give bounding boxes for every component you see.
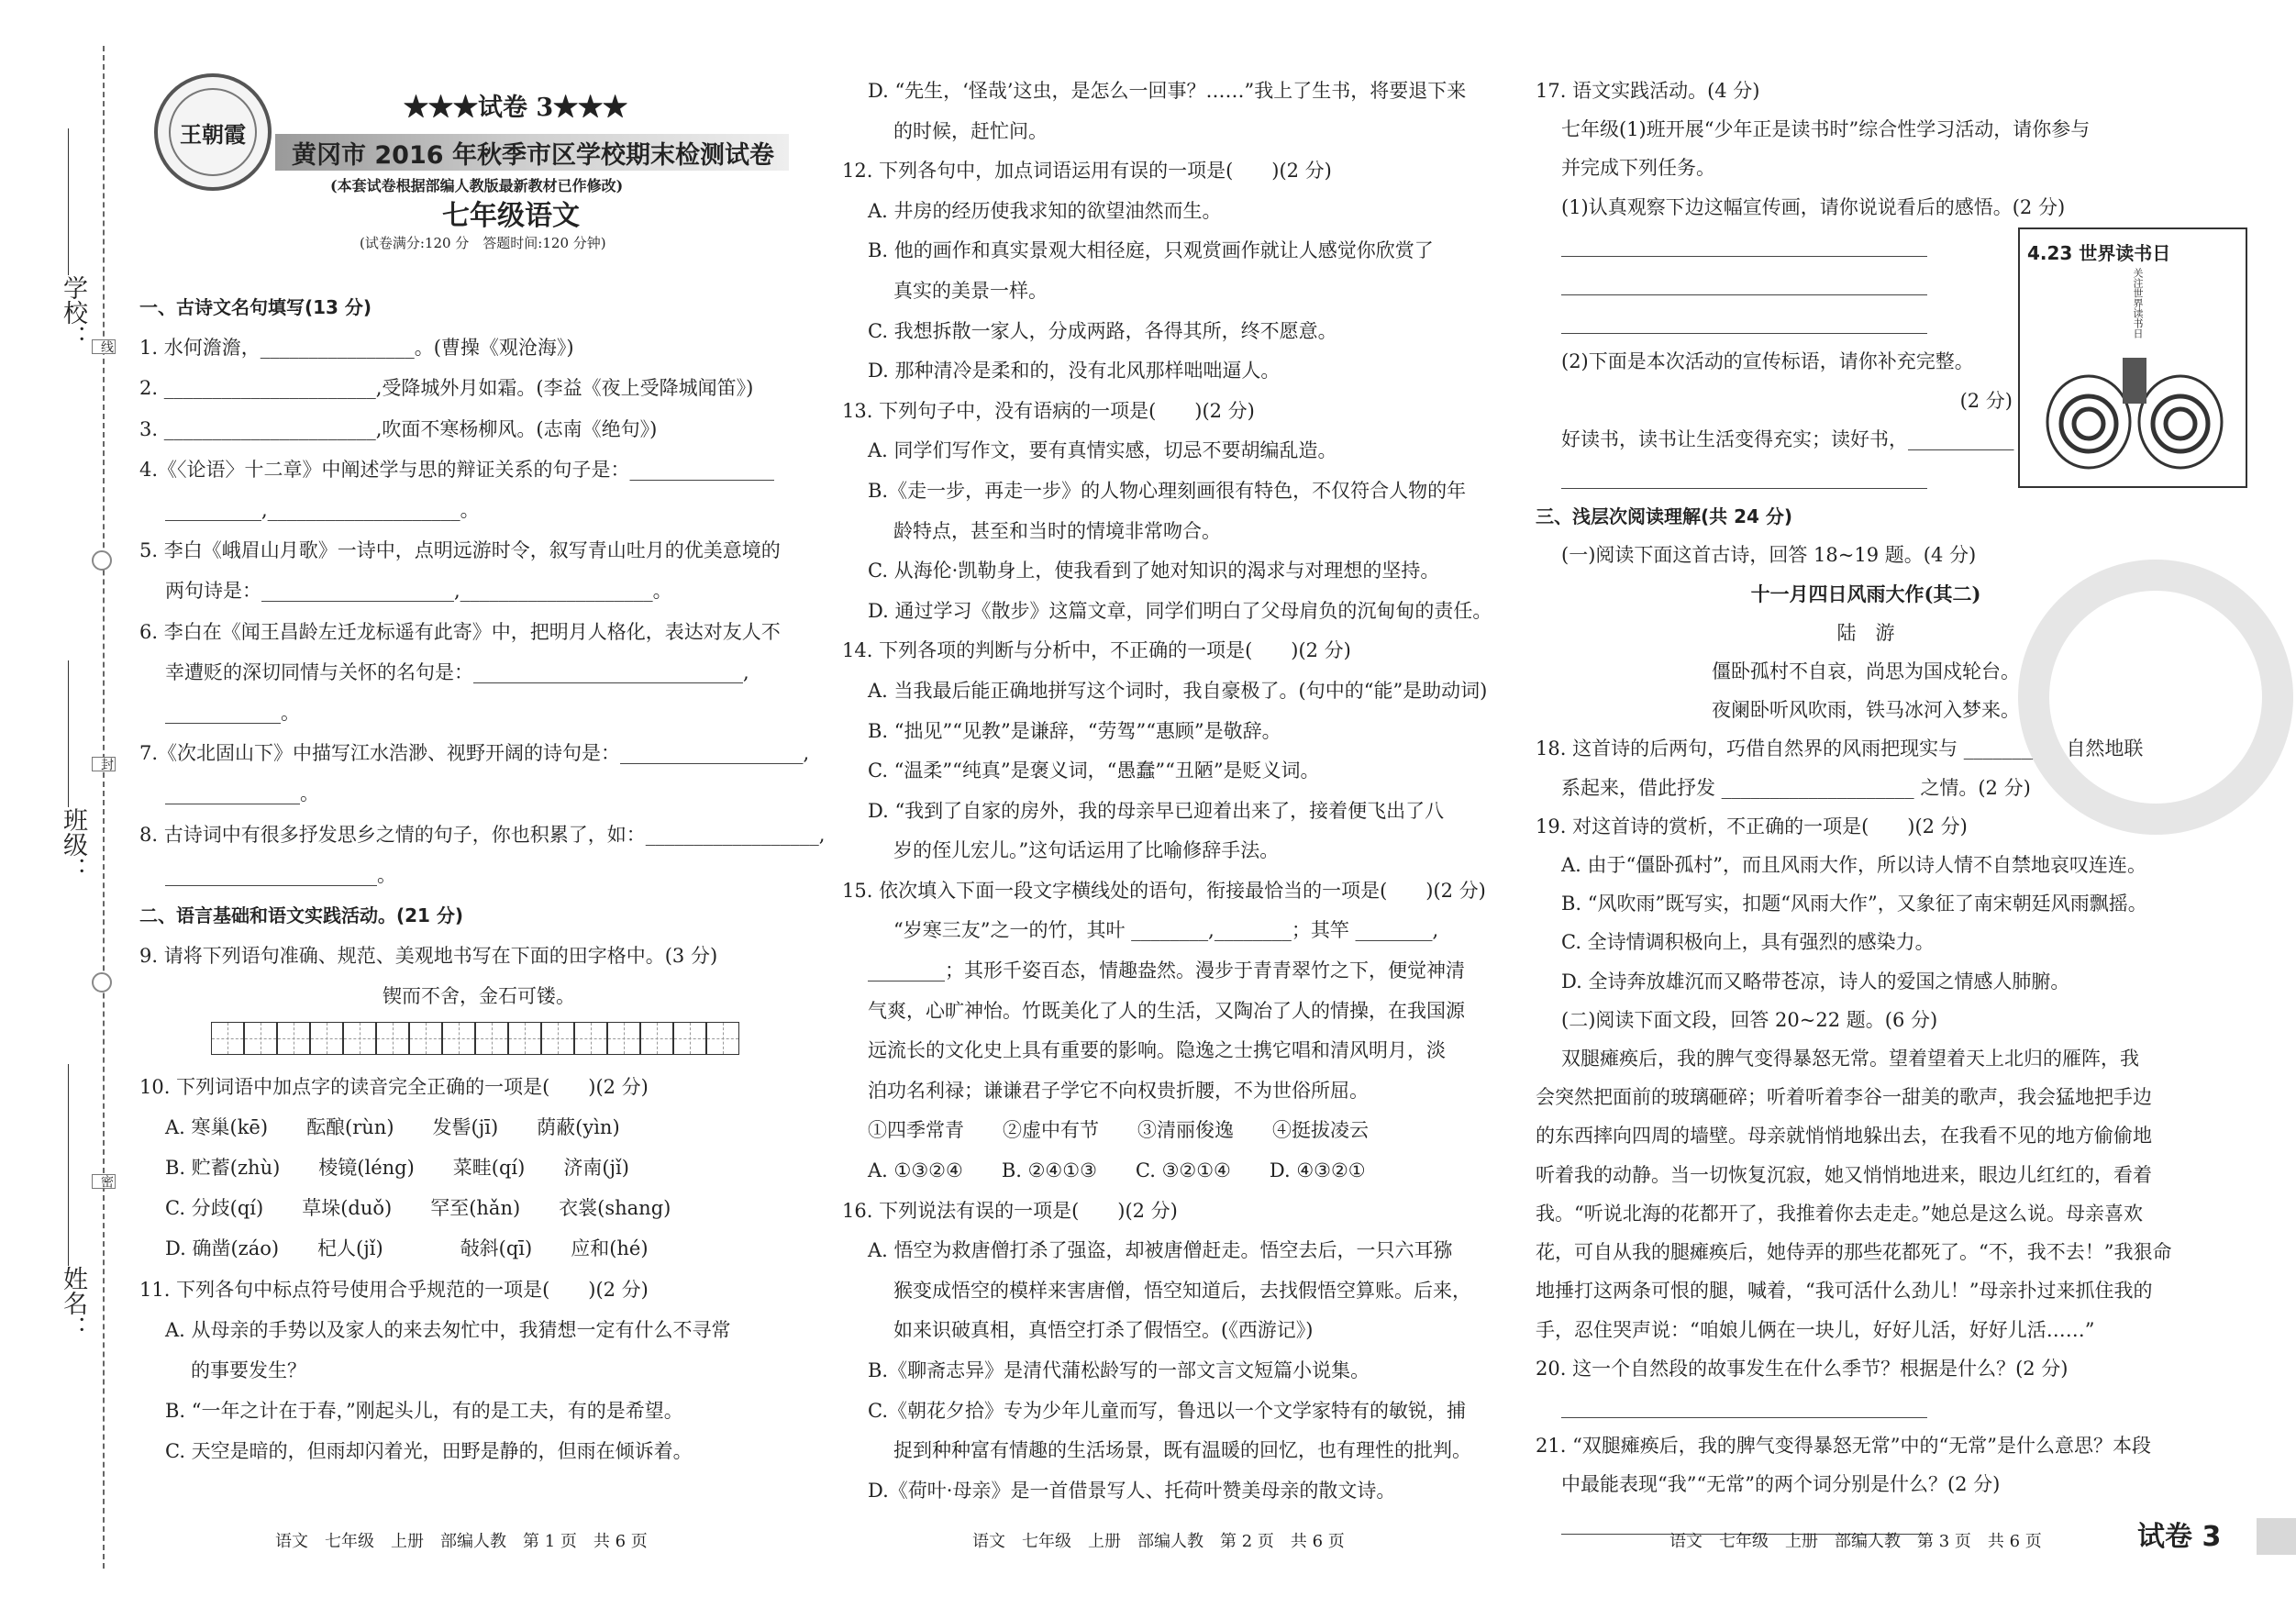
name-field[interactable] (68, 1064, 69, 1266)
col1-line: 的事要发生？ (191, 1359, 306, 1382)
col1-line: 两句诗是：____________________,____________________。 (165, 580, 672, 603)
col3-line: B. “风吹雨”既写实，扣题“风雨大作”，又象征了南宋朝廷风雨飘摇。 (1561, 893, 2147, 915)
col3-line: (二)阅读下面文段，回答 20~22 题。(6 分) (1561, 1008, 1938, 1031)
reading-day-poster (2018, 227, 2247, 488)
col3-line: 系起来，借此抒发 ____________________ 之情。(2 分) (1561, 776, 2031, 799)
col2-line: B.《走一步，再走一步》的人物心理刻画很有特色，不仅符合人物的年 (868, 479, 1467, 502)
poster-title: 4.23 世界读书日 (2027, 242, 2171, 264)
col2-line: 16. 下列说法有误的一项是( )(2 分) (842, 1199, 1178, 1222)
col3-line: ______________________________________ (1561, 1512, 1927, 1535)
col1-line: 锲而不舍，金石可镂。 (383, 985, 575, 1008)
col1-line: C. 分歧(qí) 草垛(duǒ) 罕至(hǎn) 衣裳(shang) (165, 1197, 671, 1220)
col1-line: 9. 请将下列语句准确、规范、美观地书写在下面的田字格中。(3 分) (139, 945, 718, 968)
col1-line: C. 天空是暗的，但雨却闪着光，田野是静的，但雨在倾诉着。 (165, 1440, 693, 1463)
col1-line: ______________。 (165, 782, 319, 805)
col1-line: 7.《次北固山下》中描写江水浩渺、视野开阔的诗句是：___________________, (139, 742, 810, 765)
col1-line: 8. 古诗词中有很多抒发思乡之情的句子，你也积累了，如：__________________, (139, 823, 826, 846)
col1-line: D. 确凿(záo) 杞人(jǐ) 敧斜(qī) 应和(hé) (165, 1237, 649, 1260)
col2-line: D. “先生，‘怪哉’这虫，是怎么一回事？……”我上了生书，将要退下来 (868, 80, 1467, 102)
col1-line: 幸遭贬的深切同情与关怀的名句是：____________________________, (165, 660, 749, 683)
col2-line: 远流长的文化史上具有重要的影响。隐逸之士携它唱和清风明月，淡 (868, 1039, 1446, 1062)
col3-line: 并完成下列任务。 (1561, 157, 1715, 180)
grid-cell[interactable] (541, 1022, 574, 1055)
grid-cell[interactable] (640, 1022, 673, 1055)
col2-line: “岁寒三友”之一的竹，其叶 ________,________；其竿 ________, (893, 919, 1439, 942)
column-2 (842, 72, 1503, 1511)
school-field[interactable] (68, 128, 69, 275)
col3-line: (2 分) (1959, 389, 2013, 412)
col2-line: C. 从海伦·凯勒身上，使我看到了她对知识的渴求与对理想的坚持。 (868, 560, 1440, 582)
col2-line: 猴变成悟空的模样来害唐僧，悟空知道后，去找假悟空算账。后来， (893, 1279, 1471, 1302)
col3-line: ______________________________________ (1561, 467, 1927, 490)
col3-line: 十一月四日风雨大作(其二) (1750, 582, 1981, 605)
col2-line: B. 他的画作和真实景观大相径庭，只观赏画作就让人感觉你欣赏了 (868, 239, 1434, 262)
paper-number: ★★★试卷 3★★★ (404, 94, 628, 122)
col1-line: 5. 李白《峨眉山月歌》一诗中，点明远游时令，叙写青山吐月的优美意境的 (139, 539, 781, 562)
edition-note: (本套试卷根据部编人教版最新教材已作修改) (330, 177, 624, 194)
col2-line: 气爽，心旷神怡。竹既美化了人的生活，又陶冶了人的情操，在我国源 (868, 999, 1465, 1022)
col3-line: 陆 游 (1836, 621, 1895, 644)
col2-line: 捉到种种富有情趣的生活场景，既有温暖的回忆，也有理性的批判。 (893, 1439, 1471, 1462)
col2-line: 15. 依次填入下面一段文字横线处的语句，衔接最恰当的一项是( )(2 分) (842, 879, 1486, 902)
col2-line: 12. 下列各句中，加点词语运用有误的一项是( )(2 分) (842, 160, 1332, 183)
grid-cell[interactable] (211, 1022, 244, 1055)
poster-side-text: 关注世界读书日 (2132, 268, 2144, 338)
grid-cell[interactable] (310, 1022, 343, 1055)
col3-line: 听着我的动静。当一切恢复沉寂，她又悄悄地进来，眼边儿红红的，看着 (1536, 1163, 2152, 1186)
grid-cell[interactable] (574, 1022, 607, 1055)
col3-line: ______________________________________ (1561, 1395, 1927, 1418)
col3-line: ______________________________________ (1561, 312, 1927, 335)
binding-tag-feng: 封 (92, 757, 116, 771)
col1-line: ____________。 (165, 702, 300, 725)
footer-page-2: 语文 七年级 上册 部编人教 第 2 页 共 6 页 (972, 1532, 1345, 1551)
col2-line: A. 当我最后能正确地拼写这个词时，我自豪极了。(句中的“能”是助动词) (868, 679, 1488, 702)
grid-cell[interactable] (508, 1022, 541, 1055)
col1-line: A. 从母亲的手势以及家人的来去匆忙中，我猜想一定有什么不寻常 (165, 1318, 731, 1341)
writing-grid (139, 1017, 818, 1067)
subject-title: 七年级语文 (442, 200, 580, 232)
school-label: 学校： (59, 275, 87, 349)
col3-line: ______________________________________ (1561, 273, 1927, 296)
grid-cell[interactable] (277, 1022, 310, 1055)
col1-line: 11. 下列各句中标点符号使用合乎规范的一项是( )(2 分) (139, 1278, 649, 1301)
brand-logo-text: 王朝霞 (169, 88, 257, 176)
corner-shade (2257, 1518, 2296, 1555)
col2-line: A. 悟空为救唐僧打杀了强盗，却被唐僧赶走。悟空去后，一只六耳猕 (868, 1239, 1453, 1262)
col2-line: B.《聊斋志异》是清代蒲松龄写的一部文言文短篇小说集。 (868, 1359, 1370, 1381)
col3-line: 地捶打这两条可恨的腿，喊着，“我可活什么劲儿！”母亲扑过来抓住我的 (1536, 1280, 2153, 1303)
name-label: 姓名： (59, 1266, 87, 1340)
col2-line: 真实的美景一样。 (893, 279, 1048, 302)
footer-page-1: 语文 七年级 上册 部编人教 第 1 页 共 6 页 (275, 1532, 648, 1551)
col3-line: C. 全诗情调积极向上，具有强烈的感染力。 (1561, 931, 1935, 954)
col2-line: D. 那种清冷是柔和的，没有北风那样咄咄逼人。 (868, 360, 1281, 383)
col1-line: B. 贮蓄(zhù) 棱镜(léng) 菜畦(qí) 济南(jǐ) (165, 1157, 629, 1180)
grid-cell[interactable] (673, 1022, 706, 1055)
class-field[interactable] (68, 660, 69, 807)
col2-line: C. “温柔”“纯真”是褒义词，“愚蠢”“丑陋”是贬义词。 (868, 760, 1320, 782)
col1-line: 二、语言基础和语文实践活动。(21 分) (139, 904, 464, 927)
col2-line: 如来识破真相，真悟空打杀了假悟空。(《西游记》) (893, 1319, 1314, 1342)
col2-line: A. ①③②④ B. ②④①③ C. ③②①④ D. ④③②① (868, 1159, 1366, 1182)
col3-line: A. 由于“僵卧孤村”，而且风雨大作，所以诗人情不自禁地哀叹连连。 (1561, 854, 2146, 877)
col3-line: 21. “双腿瘫痪后，我的脾气变得暴怒无常”中的“无常”是什么意思？本段 (1536, 1435, 2152, 1458)
col2-line: 岁的侄儿宏儿。”这句话运用了比喻修辞手法。 (893, 839, 1280, 862)
col2-line: 13. 下列句子中，没有语病的一项是( )(2 分) (842, 399, 1255, 422)
col3-line: 我。“听说北海的花都开了，我推着你去走走。”她总是这么说。母亲喜欢 (1536, 1202, 2143, 1225)
col2-line: C. 我想拆散一家人，分成两路，各得其所，终不愿意。 (868, 319, 1337, 342)
col3-line: (一)阅读下面这首古诗，回答 18~19 题。(4 分) (1561, 544, 1977, 567)
col1-line: ______________________。 (165, 863, 396, 886)
column-1 (139, 287, 826, 1472)
grid-cell[interactable] (706, 1022, 739, 1055)
col3-line: 20. 这一个自然段的故事发生在什么季节？根据是什么？(2 分) (1536, 1357, 2069, 1380)
grid-cell[interactable] (244, 1022, 277, 1055)
binoculars-book-icon (2038, 339, 2231, 477)
col3-line: 中最能表现“我”“无常”的两个词分别是什么？(2 分) (1561, 1473, 2001, 1496)
col1-line: __________,____________________。 (165, 499, 480, 522)
col2-line: ①四季常青 ②虚中有节 ③清丽俊逸 ④挺拔凌云 (868, 1119, 1369, 1142)
col3-line: D. 全诗奔放雄沉而又略带苍凉，诗人的爱国之情感人肺腑。 (1561, 970, 2070, 993)
col1-line: 4.《〈论语〉十二章》中阐述学与思的辩证关系的句子是：_______________ (139, 458, 775, 481)
col2-line: A. 同学们写作文，要有真情实感，切忌不要胡编乱造。 (868, 439, 1337, 462)
col3-line: 19. 对这首诗的赏析，不正确的一项是( )(2 分) (1536, 815, 1968, 837)
footer-page-3: 语文 七年级 上册 部编人教 第 3 页 共 6 页 (1669, 1532, 2042, 1551)
binding-dashed-line (103, 46, 105, 1569)
grid-cell[interactable] (607, 1022, 640, 1055)
col3-line: 的东西摔向四周的墙壁。母亲就悄悄地躲出去，在我看不见的地方偷偷地 (1536, 1125, 2152, 1148)
col2-line: D. 通过学习《散步》这篇文章，同学们明白了父母肩负的沉甸甸的责任。 (868, 599, 1492, 622)
col2-line: D.《荷叶·母亲》是一首借景写人、托荷叶赞美母亲的散文诗。 (868, 1479, 1396, 1502)
grid-cell[interactable] (475, 1022, 508, 1055)
footer-paper-mark: 试卷 3 (2137, 1521, 2222, 1553)
col3-line: 好读书，读书让生活变得充实；读好书，___________ (1561, 427, 2014, 450)
binding-tag-xian: 线 (92, 339, 116, 354)
col1-line: 2. ______________________,受降城外月如霜。(李益《夜上受降城闻笛》) (139, 377, 754, 400)
col2-line: C.《朝花夕拾》专为少年儿童而写，鲁迅以一个文学家特有的敏锐，捕 (868, 1399, 1466, 1422)
exam-info: (试卷满分:120 分 答题时间:120 分钟) (360, 235, 606, 251)
col3-line: (1)认真观察下边这幅宣传画，请你说说看后的感悟。(2 分) (1561, 195, 2066, 218)
col3-line: 僵卧孤村不自哀，尚思为国戍轮台。 (1712, 660, 2020, 683)
col2-line: A. 井房的经历使我求知的欲望油然而生。 (868, 199, 1222, 222)
grid-cell[interactable] (409, 1022, 442, 1055)
grid-cell[interactable] (343, 1022, 376, 1055)
col1-line: 3. ______________________,吹面不寒杨柳风。(志南《绝句》) (139, 417, 658, 440)
binding-ring-icon (92, 972, 112, 993)
grid-cell[interactable] (376, 1022, 409, 1055)
col3-line: 会突然把面前的玻璃砸碎；听着听着李谷一甜美的歌声，我会猛地把手边 (1536, 1086, 2152, 1109)
col2-line: D. “我到了自家的房外，我的母亲早已迎着出来了，接着便飞出了八 (868, 799, 1445, 822)
col3-line: 夜阑卧听风吹雨，铁马冰河入梦来。 (1712, 699, 2020, 722)
exam-title: 黄冈市 2016 年秋季市区学校期末检测试卷 (292, 141, 774, 170)
binding-tag-mi: 密 (92, 1174, 116, 1189)
col2-line: 的时候，赶忙问。 (893, 119, 1048, 142)
watermark-seal (2018, 560, 2293, 835)
class-label: 班级： (59, 807, 87, 882)
col1-line: A. 寒巢(kē) 酝酿(rùn) 发髻(jī) 荫蔽(yìn) (165, 1115, 620, 1138)
binding-ring-icon (92, 550, 112, 571)
col1-line: 10. 下列词语中加点字的读音完全正确的一项是( )(2 分) (139, 1075, 649, 1098)
col3-line: 18. 这首诗的后两句，巧借自然界的风雨把现实与 __________ 自然地联 (1536, 738, 2144, 760)
col3-line: 三、浅层次阅读理解(共 24 分) (1536, 505, 1793, 528)
col3-line: 花，可自从我的腿瘫痪后，她侍弄的那些花都死了。“不，我不去！”我狠命 (1536, 1241, 2172, 1264)
col2-line: 14. 下列各项的判断与分析中，不正确的一项是( )(2 分) (842, 639, 1351, 662)
col3-line: 七年级(1)班开展“少年正是读书时”综合性学习活动，请你参与 (1561, 118, 2091, 141)
col1-line: 6. 李白在《闻王昌龄左迁龙标遥有此寄》中，把明月人格化，表达对友人不 (139, 620, 781, 643)
col1-line: 一、古诗文名句填写(13 分) (139, 296, 372, 318)
col3-line: 17. 语文实践活动。(4 分) (1536, 80, 1760, 102)
col3-line: (2)下面是本次活动的宣传标语，请你补充完整。 (1561, 350, 1974, 373)
brand-logo (154, 73, 272, 191)
col2-line: ________；其形千姿百态，情趣盎然。漫步于青青翠竹之下，便觉神清 (868, 959, 1465, 982)
col3-line: ______________________________________ (1561, 234, 1927, 257)
col3-line: 手，忍住哭声说：“咱娘儿俩在一块儿，好好儿活，好好儿活……” (1536, 1318, 2095, 1341)
col1-line: 1. 水何澹澹，________________。(曹操《观沧海》) (139, 337, 574, 360)
col3-line: 双腿瘫痪后，我的脾气变得暴怒无常。望着望着天上北归的雁阵，我 (1561, 1048, 2139, 1070)
col2-line: 泊功名利禄；谦谦君子学它不向权贵折腰，不为世俗所屈。 (868, 1079, 1369, 1102)
col2-line: B. “拙见”“见教”是谦辞，“劳驾”“惠顾”是敬辞。 (868, 719, 1281, 742)
col2-line: 龄特点，甚至和当时的情境非常吻合。 (893, 519, 1221, 542)
grid-cell[interactable] (442, 1022, 475, 1055)
col1-line: B. “一年之计在于春，”刚起头儿，有的是工夫，有的是希望。 (165, 1400, 683, 1423)
